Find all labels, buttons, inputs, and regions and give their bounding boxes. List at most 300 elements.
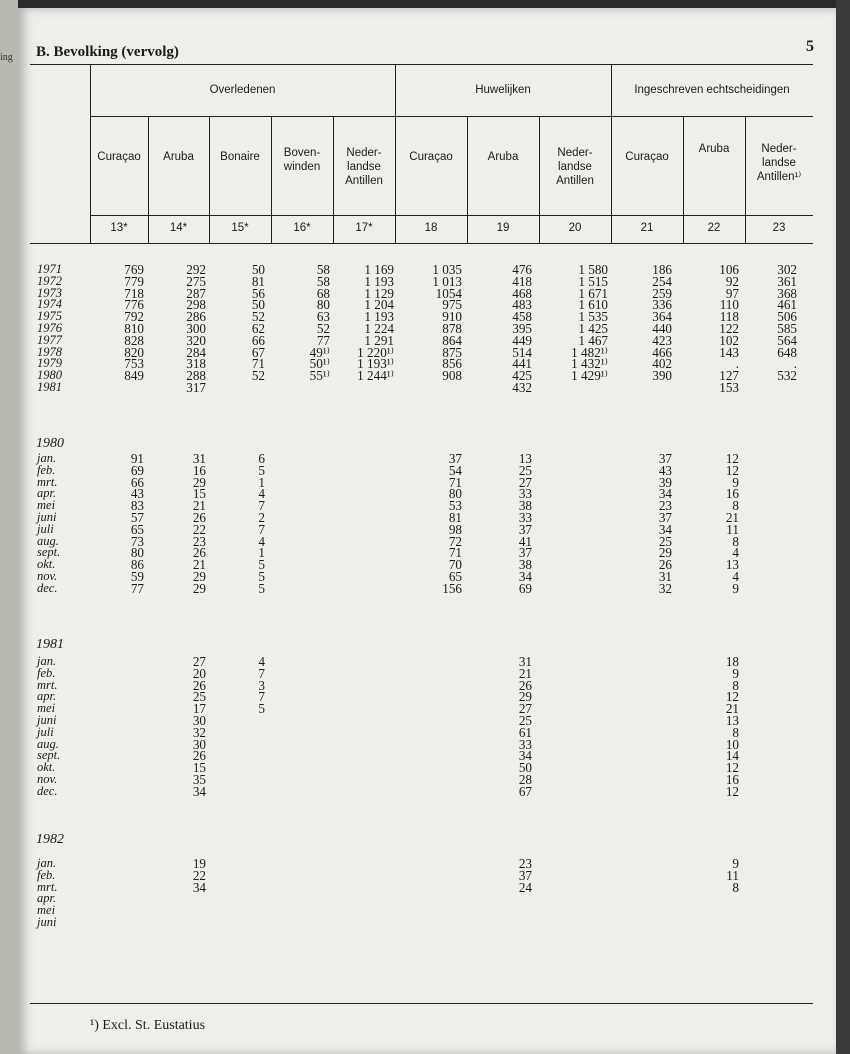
table-cell: 38	[518, 557, 532, 573]
table-cell: 1974	[37, 297, 62, 312]
table-cell: 37	[518, 867, 532, 883]
table-cell: 29	[658, 545, 672, 561]
table-cell: 26	[192, 677, 206, 693]
table-cell: 21	[192, 557, 206, 573]
column-header: Curaçao	[409, 151, 453, 163]
table-cell: 24	[518, 879, 532, 895]
table-cell: 1 204	[364, 297, 394, 313]
table-cell: 910	[442, 309, 462, 325]
table-cell: 68	[316, 285, 330, 301]
table-cell	[210, 774, 265, 786]
table-cell: 6	[258, 451, 265, 466]
table-cell: feb.	[37, 867, 56, 882]
table-cell: 127	[719, 368, 739, 384]
column-values	[686, 453, 739, 595]
table-cell: 25	[518, 462, 532, 478]
table-cell: 5	[258, 580, 265, 596]
page-edge	[836, 0, 850, 1054]
table-cell: .	[735, 356, 739, 372]
table-cell: 1 244¹⁾	[357, 368, 394, 384]
table-cell: mrt.	[37, 677, 58, 692]
table-cell: jan.	[37, 856, 57, 870]
table-cell: 49¹⁾	[309, 344, 330, 360]
table-cell: 69	[518, 580, 532, 596]
year-heading-1982: 1982	[36, 832, 64, 847]
column-header: Neder- landse Antillen	[556, 147, 594, 187]
table-cell: 2	[258, 509, 265, 525]
table-cell: 71	[448, 545, 462, 561]
column-values	[210, 264, 265, 394]
table-cell: 23	[658, 498, 672, 514]
table-cell: 1 429¹⁾	[571, 368, 608, 384]
table-cell: aug.	[37, 736, 59, 751]
table-cell: 27	[518, 701, 532, 717]
table-cell: 1 467	[578, 332, 608, 348]
table-cell: 1 482¹⁾	[571, 344, 608, 360]
table-cell: 26	[192, 545, 206, 561]
table-cell: 31	[658, 568, 672, 584]
table-cell: 1 129	[364, 285, 394, 301]
row-labels-months-1980	[37, 453, 60, 595]
table-cell: juli	[37, 724, 54, 739]
table-cell: 29	[518, 689, 532, 705]
table-cell: 67	[518, 783, 532, 799]
table-cell: 110	[719, 297, 739, 313]
table-cell: 1 224	[364, 320, 394, 336]
table-cell: 102	[719, 332, 739, 348]
table-cell: 440	[652, 320, 672, 336]
column-number: 18	[424, 222, 438, 234]
table-cell: 468	[512, 285, 532, 301]
column-values	[210, 453, 265, 595]
table-cell: 30	[192, 736, 206, 752]
table-cell: juli	[37, 521, 54, 536]
table-cell: 31	[192, 451, 206, 466]
table-cell: 70	[448, 557, 462, 573]
table-cell: 122	[719, 320, 739, 336]
table-cell: 21	[725, 701, 739, 717]
table-cell: 72	[448, 533, 462, 549]
table-cell: 15	[192, 760, 206, 776]
table-cell: 810	[124, 320, 144, 336]
table-cell: 288	[186, 368, 206, 384]
table-cell: 449	[512, 332, 532, 348]
table-cell: 4	[258, 486, 265, 502]
table-cell: 38	[518, 498, 532, 514]
table-cell: 476	[512, 262, 532, 277]
table-cell: 514	[512, 344, 532, 360]
table-cell: 34	[192, 879, 206, 895]
table-cell: nov.	[37, 771, 58, 786]
table-cell: 67	[251, 344, 265, 360]
table-cell: 80	[130, 545, 144, 561]
table-cell: 1980	[37, 368, 62, 383]
table-cell: 33	[518, 486, 532, 502]
table-cell: 16	[192, 462, 206, 478]
table-cell: 59	[130, 568, 144, 584]
table-cell: 52	[316, 320, 330, 336]
table-cell	[90, 382, 144, 394]
column-values	[686, 858, 739, 929]
table-cell: 20	[192, 665, 206, 681]
table-cell: 7	[258, 689, 265, 705]
group-header-huwelijken: Huwelijken	[475, 84, 531, 96]
table-cell: 423	[652, 332, 672, 348]
column-values	[400, 264, 462, 394]
table-cell: 12	[725, 760, 739, 776]
column-header: Curaçao	[625, 151, 669, 163]
table-cell: 7	[258, 498, 265, 514]
column-values	[470, 656, 532, 798]
table-cell: 1976	[37, 320, 62, 335]
table-cell: 14	[725, 748, 739, 764]
column-number: 20	[568, 222, 582, 234]
table-cell: 300	[186, 320, 206, 336]
table-cell: 21	[192, 498, 206, 514]
table-cell: 66	[130, 474, 144, 490]
table-cell: 29	[192, 580, 206, 596]
table-cell	[470, 905, 532, 917]
table-cell: mei	[37, 498, 56, 513]
table-cell: 368	[777, 285, 797, 301]
table-cell: mrt.	[37, 879, 58, 894]
table-top-rule	[30, 64, 813, 65]
table-cell: 37	[518, 545, 532, 561]
table-cell: 26	[192, 748, 206, 764]
row-labels-months-1982	[37, 858, 58, 929]
table-cell	[686, 893, 739, 905]
table-cell: 8	[732, 533, 739, 549]
table-cell	[210, 750, 265, 762]
table-cell: okt.	[37, 557, 56, 572]
table-cell: 73	[130, 533, 144, 549]
column-number: 15*	[231, 222, 249, 234]
table-cell: 53	[448, 498, 462, 514]
table-cell	[330, 382, 394, 394]
table-cell: .	[793, 356, 797, 372]
table-cell: 13	[518, 451, 532, 466]
table-cell: 34	[658, 486, 672, 502]
table-cell: 418	[512, 273, 532, 289]
table-cell: 25	[658, 533, 672, 549]
table-cell: 30	[192, 712, 206, 728]
table-cell	[150, 917, 206, 929]
table-cell	[210, 715, 265, 727]
table-cell: juni	[37, 712, 57, 727]
number-rule	[30, 243, 813, 244]
table-cell: 284	[186, 344, 206, 360]
column-number: 23	[772, 222, 786, 234]
page-number: 5	[806, 38, 814, 55]
table-cell: 57	[130, 509, 144, 525]
table-cell: 21	[725, 509, 739, 525]
table-cell	[686, 905, 739, 917]
table-cell: 65	[130, 521, 144, 537]
table-cell: 18	[725, 654, 739, 669]
table-cell: 302	[777, 262, 797, 277]
table-cell: 275	[186, 273, 206, 289]
table-cell: apr.	[37, 891, 57, 906]
table-cell: 1 610	[578, 297, 608, 313]
table-cell: 792	[124, 309, 144, 325]
table-cell: 1981	[37, 379, 62, 394]
table-cell: 1977	[37, 332, 62, 347]
table-cell: 849	[124, 368, 144, 384]
column-values	[400, 453, 462, 595]
table-cell: 39	[658, 474, 672, 490]
table-cell: 156	[442, 580, 462, 596]
table-cell: 466	[652, 344, 672, 360]
table-cell: 25	[518, 712, 532, 728]
table-cell: 50	[518, 760, 532, 776]
table-cell: 34	[658, 521, 672, 537]
table-cell	[400, 382, 462, 394]
table-cell: 5	[258, 568, 265, 584]
column-values	[330, 264, 394, 394]
table-cell: 21	[518, 665, 532, 681]
table-cell	[540, 382, 608, 394]
table-bottom-rule	[30, 1003, 813, 1004]
table-cell: 43	[130, 486, 144, 502]
table-cell: 25	[192, 689, 206, 705]
year-heading-1980: 1980	[36, 436, 64, 451]
column-header: Curaçao	[97, 151, 141, 163]
column-header: Aruba	[698, 143, 730, 155]
table-cell: feb.	[37, 665, 56, 680]
table-cell: 32	[192, 724, 206, 740]
table-cell: 63	[316, 309, 330, 325]
table-cell: 97	[725, 285, 739, 301]
column-values	[150, 453, 206, 595]
table-cell: 1	[258, 545, 265, 561]
table-cell: 77	[316, 332, 330, 348]
column-values	[620, 264, 672, 394]
table-cell: 50	[251, 262, 265, 277]
table-cell: 43	[658, 462, 672, 478]
table-cell: 28	[518, 771, 532, 787]
table-cell	[620, 382, 672, 394]
group-rule	[90, 116, 813, 117]
table-cell: 585	[777, 320, 797, 336]
table-cell: 29	[192, 474, 206, 490]
table-cell: 27	[192, 654, 206, 669]
table-cell: 186	[652, 262, 672, 277]
table-cell: 98	[448, 521, 462, 537]
table-cell: 27	[518, 474, 532, 490]
column-number: 13*	[110, 222, 128, 234]
table-cell: 22	[192, 867, 206, 883]
table-cell: 80	[448, 486, 462, 502]
table-cell: 16	[725, 771, 739, 787]
table-cell: 320	[186, 332, 206, 348]
table-cell: 7	[258, 521, 265, 537]
column-header: Aruba	[163, 151, 194, 163]
table-cell: 1 193¹⁾	[357, 356, 394, 372]
table-cell: 143	[719, 344, 739, 360]
table-cell: 34	[518, 568, 532, 584]
table-cell: 23	[192, 533, 206, 549]
table-cell	[268, 382, 330, 394]
table-cell: 441	[512, 356, 532, 372]
table-cell: 776	[124, 297, 144, 313]
table-cell: 83	[130, 498, 144, 514]
table-cell: 66	[251, 332, 265, 348]
table-cell: 1	[258, 474, 265, 490]
table-cell: 1 432¹⁾	[571, 356, 608, 372]
row-labels-months-1981	[37, 656, 60, 798]
table-cell: 11	[726, 867, 739, 883]
table-cell: jan.	[37, 654, 57, 668]
table-cell: 33	[518, 736, 532, 752]
table-cell: feb.	[37, 462, 56, 477]
table-cell: 8	[732, 724, 739, 740]
table-cell: 975	[442, 297, 462, 313]
group-header-echtscheidingen: Ingeschreven echtscheidingen	[634, 84, 790, 96]
table-cell: 4	[732, 545, 739, 561]
column-values	[210, 656, 265, 798]
footnote: ¹) Excl. St. Eustatius	[90, 1018, 206, 1033]
table-cell: 8	[732, 879, 739, 895]
table-cell: 69	[130, 462, 144, 478]
table-cell: 292	[186, 262, 206, 277]
table-cell: dec.	[37, 580, 58, 595]
column-values	[686, 656, 739, 798]
table-cell: 19	[192, 856, 206, 871]
table-cell: 13	[725, 557, 739, 573]
table-cell: 1 580	[578, 262, 608, 277]
column-values	[686, 264, 739, 394]
table-cell: 58	[316, 262, 330, 277]
table-cell: 425	[512, 368, 532, 384]
table-cell: 58	[316, 273, 330, 289]
column-values	[150, 858, 206, 929]
column-header: Bonaire	[220, 151, 260, 163]
table-cell: 432	[512, 379, 532, 395]
table-cell: 153	[719, 379, 739, 395]
table-cell: 71	[251, 356, 265, 372]
column-values	[268, 264, 330, 394]
table-cell: 875	[442, 344, 462, 360]
table-cell: 4	[732, 568, 739, 584]
table-cell: apr.	[37, 486, 57, 501]
table-cell: 1975	[37, 309, 62, 324]
table-cell: 34	[518, 748, 532, 764]
column-values	[470, 264, 532, 394]
table-cell: 80	[316, 297, 330, 313]
book-binding	[0, 0, 18, 1054]
table-cell: 753	[124, 356, 144, 372]
table-cell: 11	[726, 521, 739, 537]
table-cell: 118	[719, 309, 739, 325]
table-cell: 77	[130, 580, 144, 596]
table-cell: mei	[37, 903, 56, 918]
table-cell: sept.	[37, 545, 61, 560]
table-cell: apr.	[37, 689, 57, 704]
table-cell: 86	[130, 557, 144, 573]
table-cell: 828	[124, 332, 144, 348]
table-cell: 12	[725, 462, 739, 478]
table-cell: 1978	[37, 344, 62, 359]
table-cell: 1 535	[578, 309, 608, 325]
table-cell: 81	[251, 273, 265, 289]
table-cell: 13	[725, 712, 739, 728]
table-cell: 1054	[435, 285, 462, 301]
table-cell: 564	[777, 332, 797, 348]
table-cell: 52	[251, 309, 265, 325]
header-rule	[90, 215, 813, 216]
table-cell: 12	[725, 451, 739, 466]
table-cell: 336	[652, 297, 672, 313]
table-cell	[750, 382, 797, 394]
column-values	[90, 453, 144, 595]
table-cell: 364	[652, 309, 672, 325]
table-cell: 81	[448, 509, 462, 525]
table-cell	[210, 739, 265, 751]
table-cell: jan.	[37, 451, 57, 465]
table-cell: 91	[130, 451, 144, 466]
binding-text: ing	[0, 52, 13, 63]
table-cell: 56	[251, 285, 265, 301]
table-cell: 1 013	[432, 273, 462, 289]
table-cell: 10	[725, 736, 739, 752]
column-number: 16*	[293, 222, 311, 234]
column-number: 14*	[169, 222, 188, 234]
table-cell: 769	[124, 262, 144, 277]
table-cell: 34	[192, 783, 206, 799]
table-cell: 395	[512, 320, 532, 336]
table-cell: 298	[186, 297, 206, 313]
column-values	[470, 453, 532, 595]
table-cell: 1973	[37, 285, 62, 300]
table-cell: 9	[732, 580, 739, 596]
table-cell: 31	[518, 654, 532, 669]
table-cell: mei	[37, 701, 56, 716]
table-cell: 7	[258, 665, 265, 681]
table-cell: 1972	[37, 273, 62, 288]
table-cell: 50¹⁾	[309, 356, 330, 372]
table-cell	[150, 893, 206, 905]
table-cell: 23	[518, 856, 532, 871]
table-cell: 37	[448, 451, 462, 466]
table-cell: 33	[518, 509, 532, 525]
table-cell: 37	[518, 521, 532, 537]
table-cell: okt.	[37, 760, 56, 775]
table-cell: 1 220¹⁾	[357, 344, 394, 360]
table-cell: 15	[192, 486, 206, 502]
table-cell: 483	[512, 297, 532, 313]
table-cell: 61	[518, 724, 532, 740]
table-cell: 8	[732, 677, 739, 693]
table-cell: 22	[192, 521, 206, 537]
table-cell: 5	[258, 462, 265, 478]
table-cell	[150, 905, 206, 917]
table-cell: 26	[192, 509, 206, 525]
column-number: 22	[707, 222, 721, 234]
table-cell: 9	[732, 856, 739, 871]
table-cell: 106	[719, 262, 739, 277]
table-cell: 26	[658, 557, 672, 573]
table-cell	[210, 762, 265, 774]
table-cell: 908	[442, 368, 462, 384]
table-cell: 9	[732, 665, 739, 681]
column-number: 19	[496, 222, 510, 234]
table-cell: 37	[658, 509, 672, 525]
table-cell: 287	[186, 285, 206, 301]
table-cell: 35	[192, 771, 206, 787]
table-cell: 71	[448, 474, 462, 490]
table-cell: mrt.	[37, 474, 58, 489]
table-cell: 41	[518, 533, 532, 549]
